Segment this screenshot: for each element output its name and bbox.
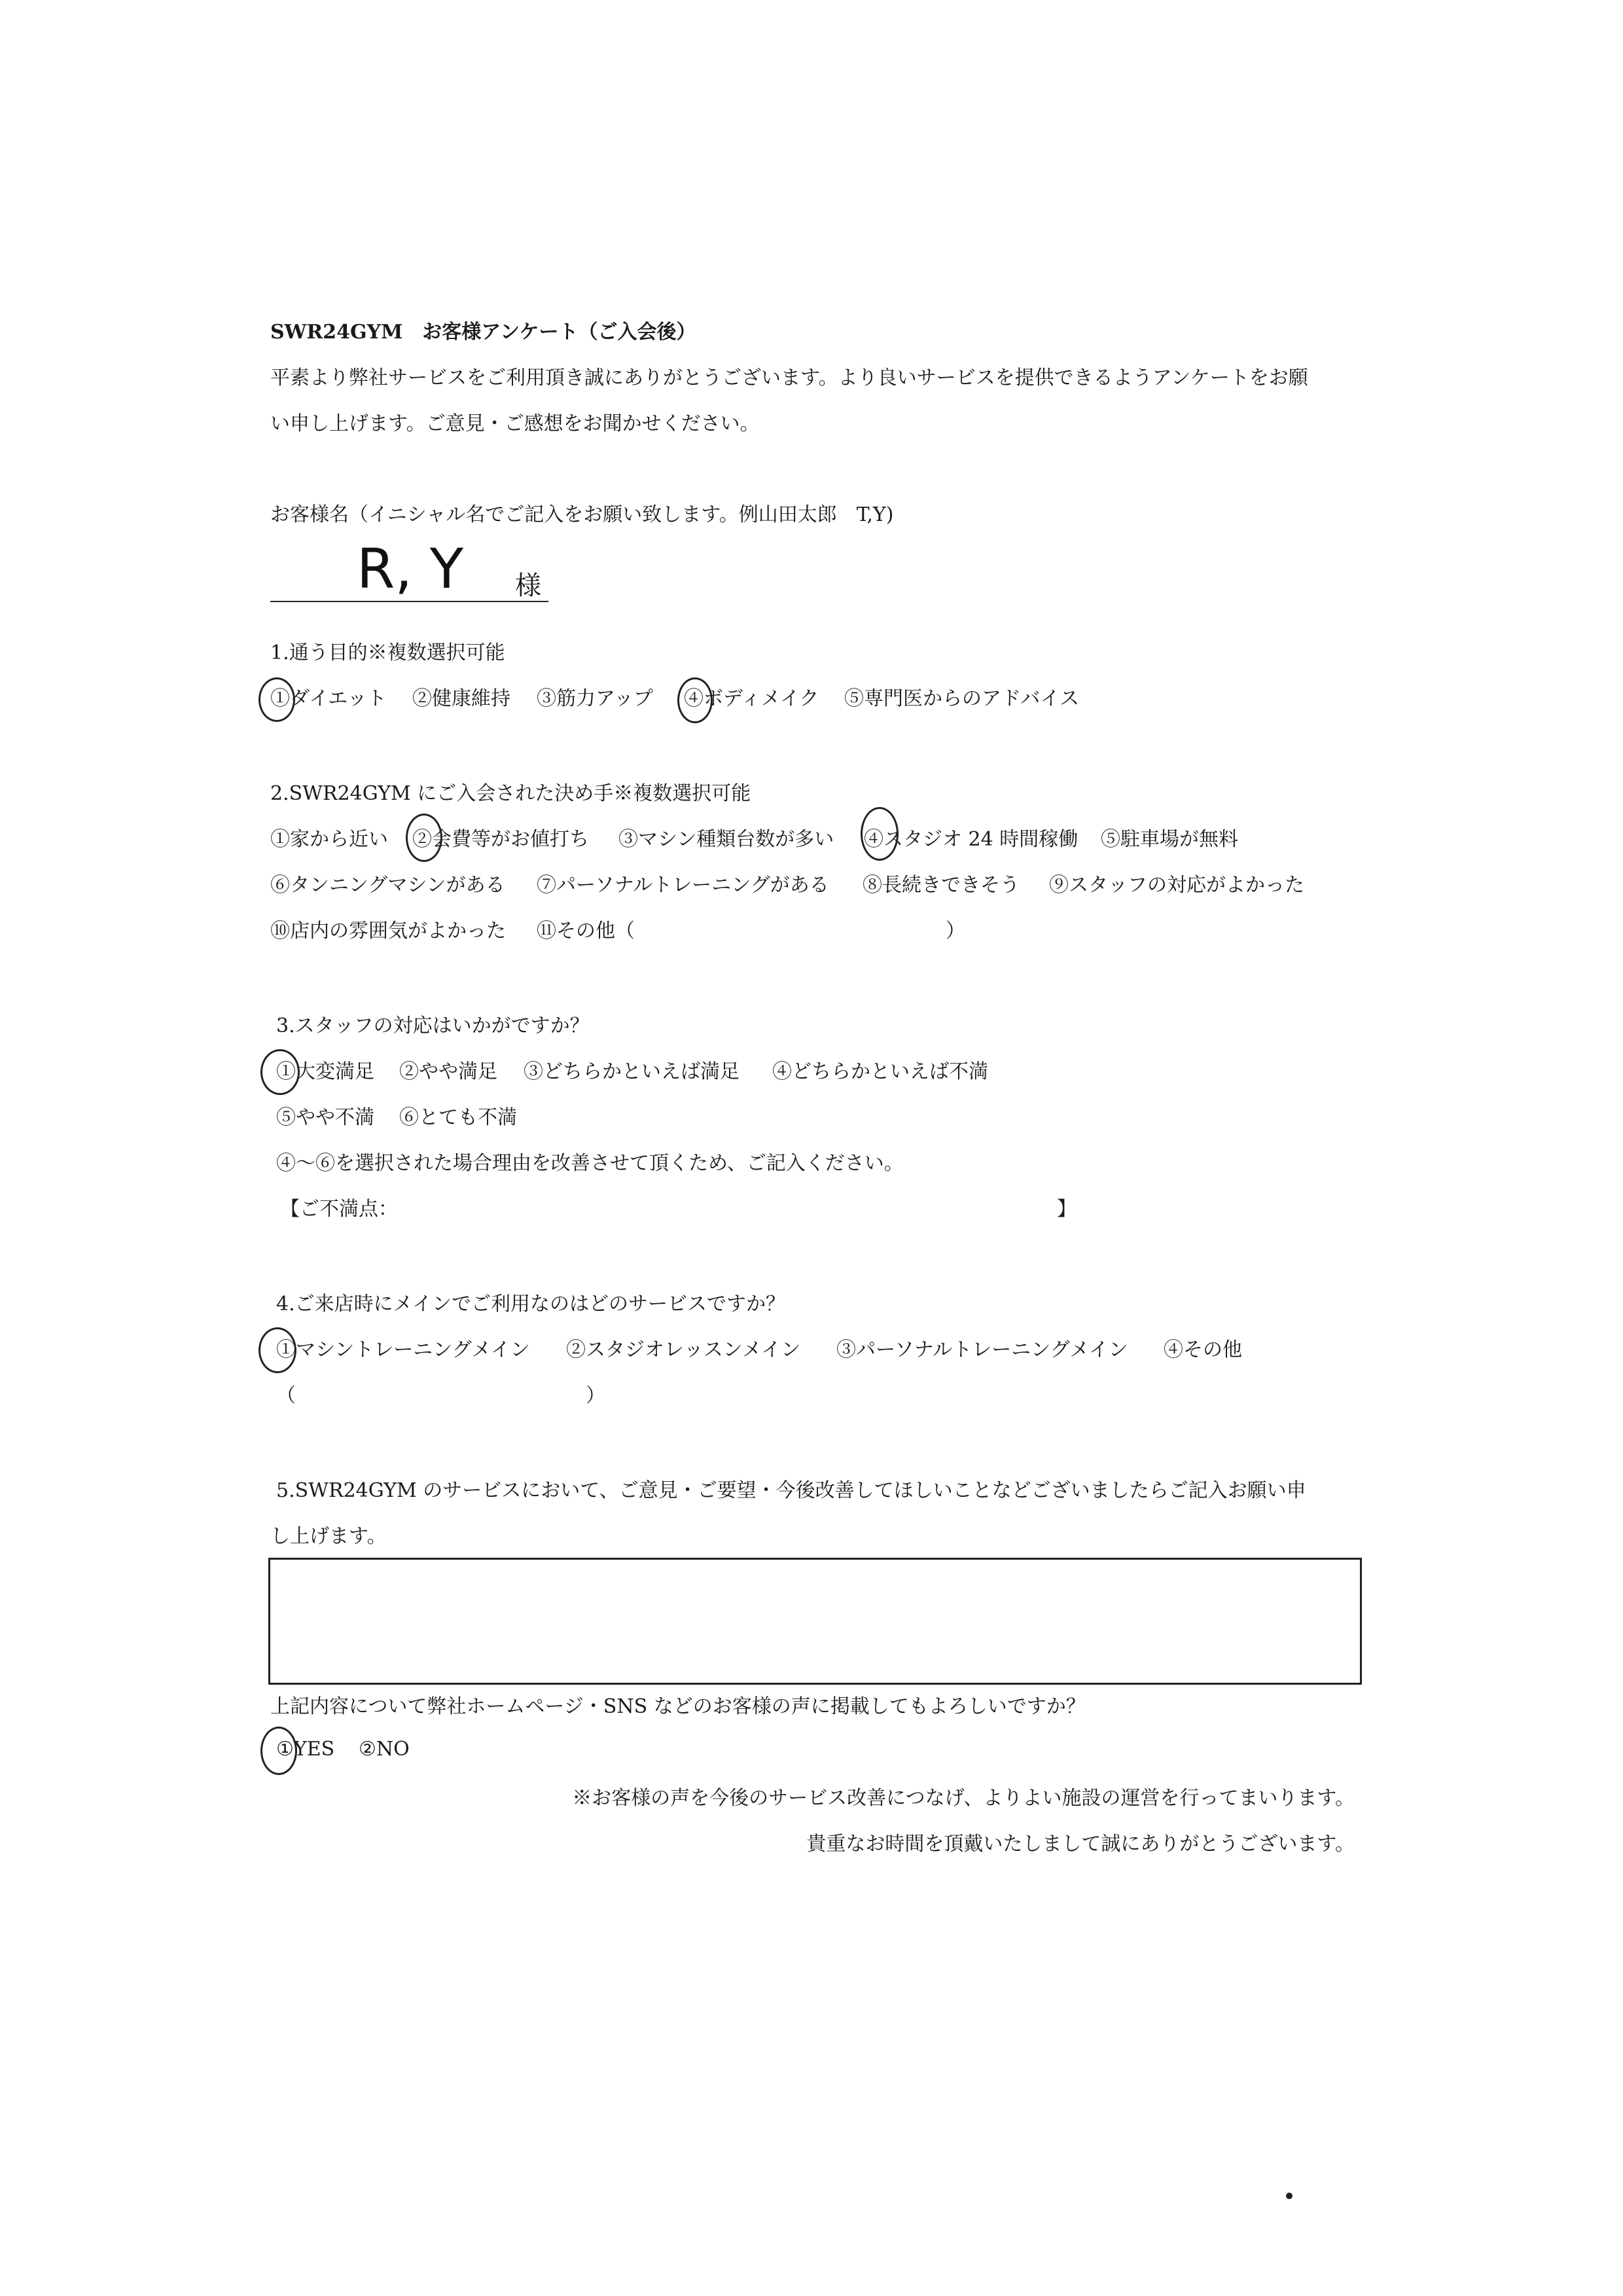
- q2-choice-2-circle-mark: [406, 814, 442, 862]
- q4-other-close-paren: ）: [586, 1384, 605, 1407]
- q1-option-5[interactable]: ⑤専門医からのアドバイス: [844, 687, 1080, 710]
- q3-option-4[interactable]: ④どちらかといえば不満: [772, 1060, 988, 1083]
- q2-heading: 2.SWR24GYM にご入会された決め手※複数選択可能: [270, 782, 751, 805]
- q2-option-11[interactable]: ⑪その他（: [537, 920, 635, 942]
- q1-choice-1-circle-mark: [259, 677, 295, 722]
- q4-choice-1-circle-mark: [259, 1327, 296, 1373]
- q3-option-6[interactable]: ⑥とても不満: [399, 1106, 517, 1129]
- q3-complaint-close: 】: [1057, 1198, 1077, 1221]
- q1-heading: 1.通う目的※複数選択可能: [270, 641, 505, 664]
- consent-option-no[interactable]: ②NO: [359, 1738, 410, 1761]
- q2-option-8[interactable]: ⑧長続きできそう: [863, 874, 1020, 897]
- q2-option-9[interactable]: ⑨スタッフの対応がよかった: [1049, 874, 1304, 897]
- intro-line-2: い申し上げます。ご意見・ご感想をお聞かせください。: [270, 412, 760, 435]
- consent-option-yes[interactable]: ①YES: [276, 1738, 335, 1761]
- q2-option-4[interactable]: ④スタジオ 24 時間稼働: [864, 828, 1079, 851]
- q4-option-2[interactable]: ②スタジオレッスンメイン: [566, 1338, 801, 1361]
- q4-heading: 4.ご来店時にメインでご利用なのはどのサービスですか？: [276, 1293, 786, 1316]
- consent-choice-yes-circle-mark: [260, 1727, 297, 1775]
- stray-dot-mark: [1286, 2193, 1293, 2199]
- q3-option-3[interactable]: ③どちらかといえば満足: [524, 1060, 740, 1083]
- q3-option-1[interactable]: ①大変満足: [276, 1060, 374, 1083]
- q4-option-4[interactable]: ④その他: [1164, 1338, 1242, 1361]
- consent-question: 上記内容について弊社ホームページ・SNS などのお客様の声に掲載してもよろしいですか？: [270, 1695, 1086, 1718]
- q2-option-3[interactable]: ③マシン種類台数が多い: [618, 828, 834, 851]
- q1-option-3[interactable]: ③筋力アップ: [537, 687, 653, 710]
- q3-choice-1-circle-mark: [260, 1049, 300, 1095]
- customer-name-label: お客様名（イニシャル名でご記入をお願い致します。例山田太郎 T,Y): [270, 503, 894, 526]
- q4-option-1[interactable]: ①マシントレーニングメイン: [276, 1338, 530, 1361]
- q4-option-3[interactable]: ③パーソナルトレーニングメイン: [836, 1338, 1128, 1361]
- intro-line-1: 平素より弊社サービスをご利用頂き誠にありがとうございます。より良いサービスを提供できるようアンケートをお願: [270, 367, 1308, 389]
- q3-complaint-label: 【ご不満点：: [280, 1198, 398, 1221]
- q2-option-5[interactable]: ⑤駐車場が無料: [1101, 828, 1238, 851]
- q3-option-2[interactable]: ②やや満足: [399, 1060, 497, 1083]
- customer-name-underline: [270, 601, 548, 602]
- q1-option-2[interactable]: ②健康維持: [412, 687, 510, 710]
- customer-name-suffix: 様: [515, 571, 541, 601]
- q4-other-open-paren: （: [276, 1384, 296, 1407]
- q5-answer-box[interactable]: [268, 1558, 1362, 1685]
- q2-option-6[interactable]: ⑥タンニングマシンがある: [270, 874, 505, 897]
- closing-line-1: ※お客様の声を今後のサービス改善につなげ、よりよい施設の運営を行ってまいります。: [572, 1787, 1355, 1810]
- q2-option-1[interactable]: ①家から近い: [270, 828, 388, 851]
- q2-option-2[interactable]: ②会費等がお値打ち: [412, 828, 589, 851]
- closing-line-2: 貴重なお時間を頂戴いたしまして誠にありがとうございます。: [806, 1833, 1355, 1856]
- q5-heading-line-1: 5.SWR24GYM のサービスにおいて、ご意見・ご要望・今後改善してほしいことなどございましたらご記入お願い申: [276, 1479, 1306, 1502]
- q3-option-5[interactable]: ⑤やや不満: [276, 1106, 374, 1129]
- q1-choice-4-circle-mark: [677, 677, 713, 723]
- q2-choice-4-circle-mark: [861, 807, 899, 861]
- q3-heading: 3.スタッフの対応はいかがですか？: [276, 1014, 590, 1037]
- customer-name-handwritten: R, Y: [357, 537, 464, 601]
- q3-note: ④～⑥を選択された場合理由を改善させて頂くため、ご記入ください。: [276, 1152, 904, 1175]
- q2-option-10[interactable]: ⑩店内の雰囲気がよかった: [270, 920, 506, 942]
- q2-option-7[interactable]: ⑦パーソナルトレーニングがある: [537, 874, 829, 897]
- form-title: SWR24GYM お客様アンケート（ご入会後）: [270, 321, 696, 344]
- q1-option-4[interactable]: ④ボディメイク: [684, 687, 819, 710]
- q1-option-1[interactable]: ①ダイエット: [270, 687, 387, 710]
- q2-other-close-paren: ）: [946, 920, 965, 942]
- q5-heading-line-2: し上げます。: [270, 1525, 387, 1548]
